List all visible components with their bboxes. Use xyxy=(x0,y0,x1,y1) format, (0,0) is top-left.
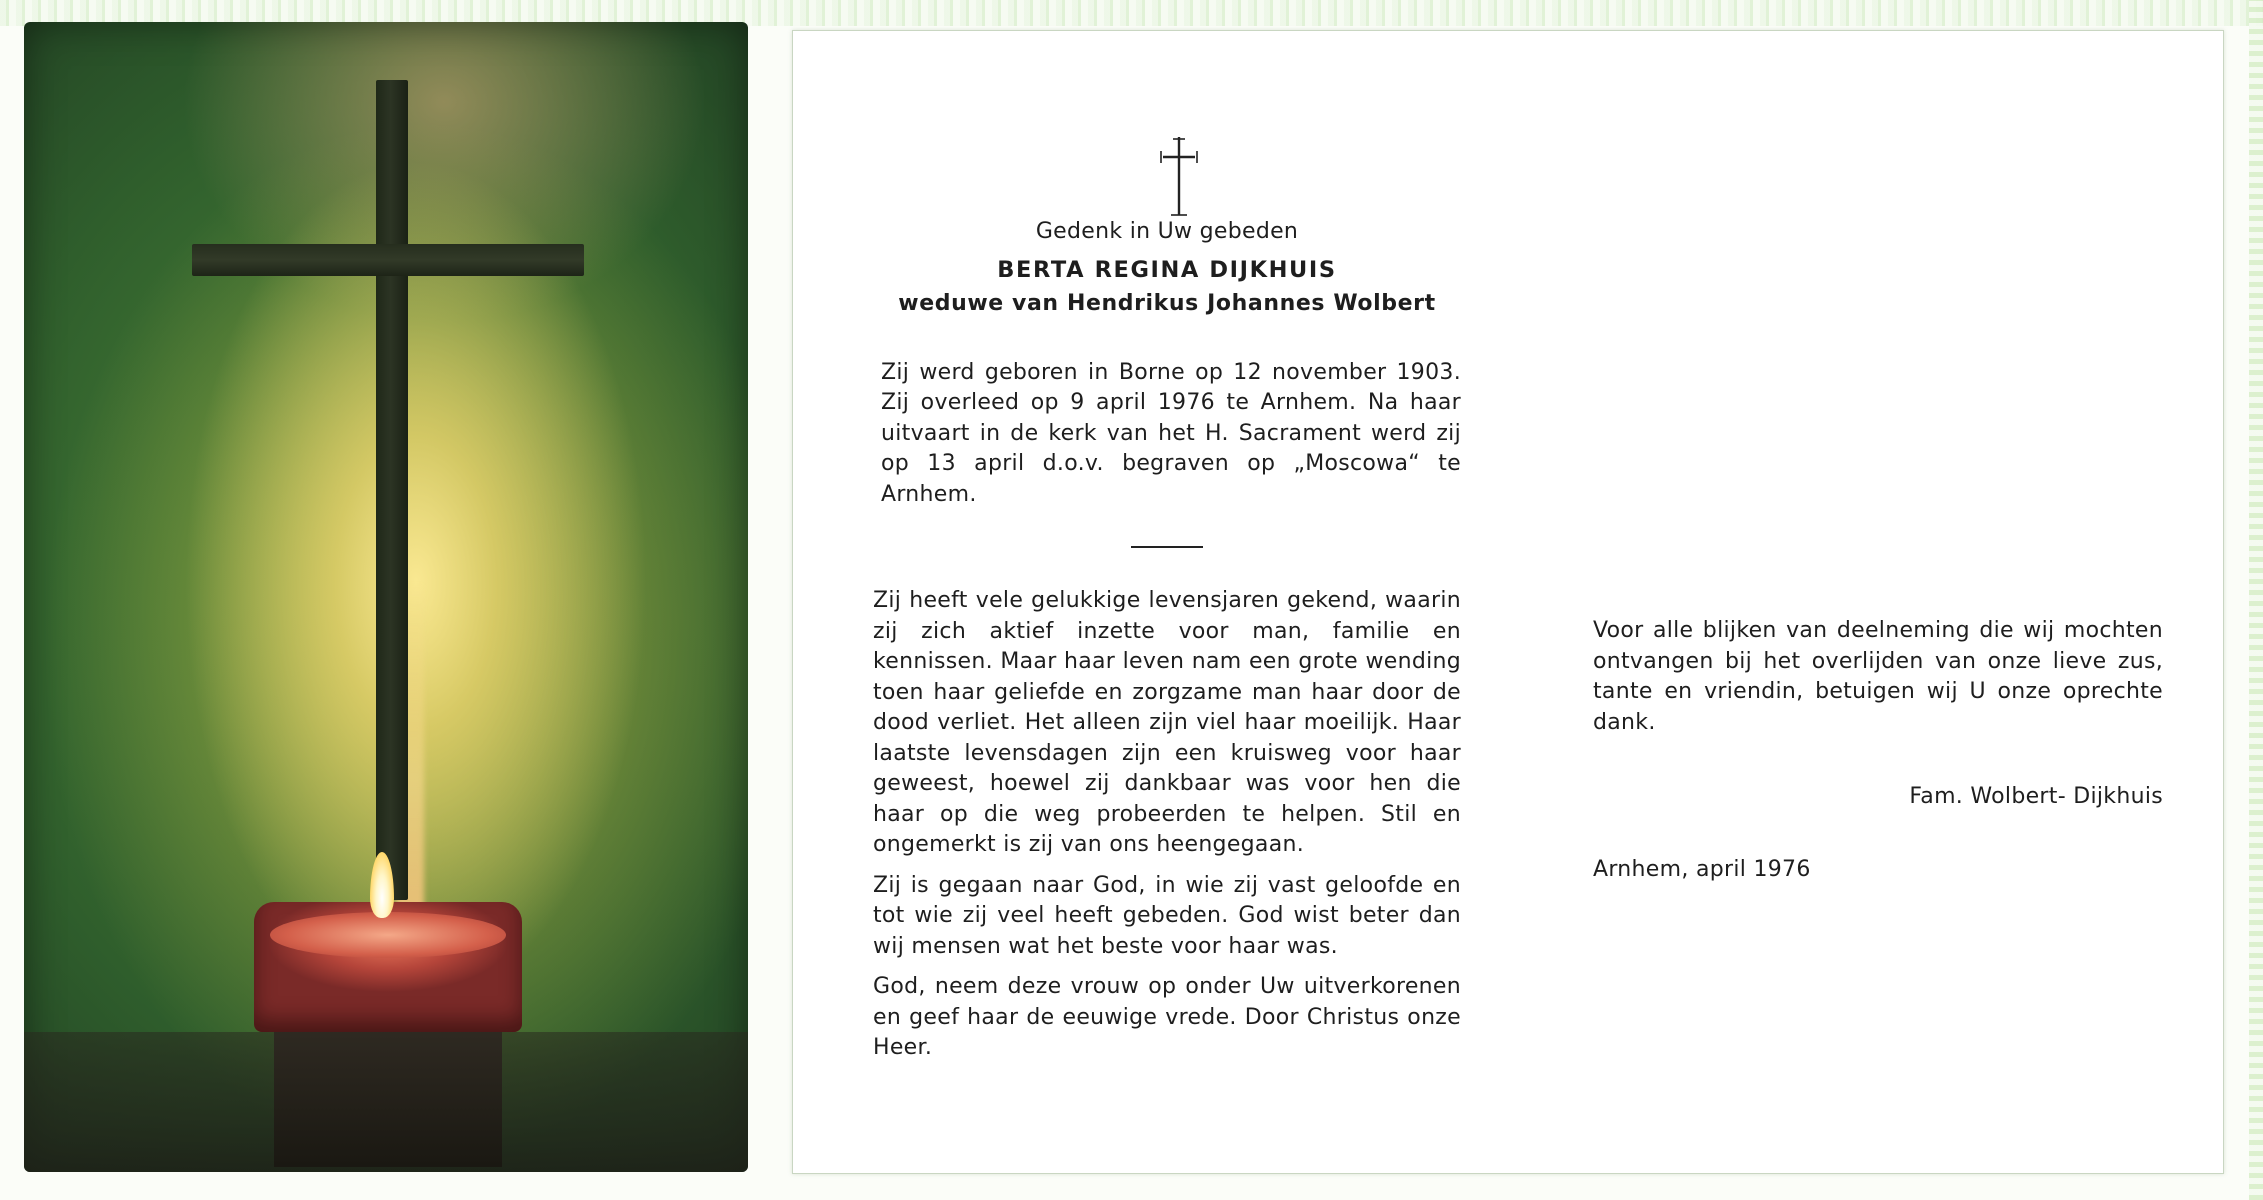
candle xyxy=(254,902,522,1032)
family-signature: Fam. Wolbert- Dijkhuis xyxy=(1909,784,2163,809)
scan-edge-right xyxy=(2249,0,2263,1200)
cross-candle-photo xyxy=(24,22,748,1172)
intro-line: Gedenk in Uw gebeden xyxy=(1035,219,1299,244)
memorial-card xyxy=(792,30,2224,1174)
candle-stand xyxy=(274,1027,502,1167)
deceased-name: BERTA REGINA DIJKHUIS xyxy=(997,256,1337,283)
prayer-paragraph: God, neem deze vrouw op onder Uw uitverkorenen en geef haar de eeuwige vrede. Door Christus onze Heer. xyxy=(873,974,1461,1060)
memorial-text-column xyxy=(873,217,1461,1064)
section-divider xyxy=(1131,546,1203,548)
thanks-paragraph: Voor alle blijken van deelneming die wij mochten ontvangen bij het overlijden van onze lieve zus, tante en vriendin, betuigen wij U onze oprechte dank. xyxy=(1593,618,2163,735)
place-date: Arnhem, april 1976 xyxy=(1593,856,1811,882)
birth-death-paragraph: Zij werd geboren in Borne op 12 november 1903. Zij overleed op 9 april 1976 te Arnhem. Na haar uitvaart in de kerk van het H. Sacrament werd zij op 13 april d.o.v. begraven op „Moscowa“ te Arnhem. xyxy=(881,359,1461,507)
cross-horizontal-beam xyxy=(192,244,584,276)
faith-paragraph: Zij is gegaan naar God, in wie zij vast geloofde en tot wie zij veel heeft gebeden. God wist beter dan wij mensen wat het beste voor haar was. xyxy=(873,872,1461,959)
thanks-column xyxy=(1593,616,2163,885)
widow-of-line: weduwe van Hendrikus Johannes Wolbert xyxy=(898,291,1436,316)
cross-icon xyxy=(1149,135,1209,219)
cross-vertical-beam xyxy=(376,80,408,900)
life-paragraph: Zij heeft vele gelukkige levensjaren gekend, waarin zij zich aktief inzette voor man, familie en kennissen. Maar haar leven nam een grote wending toen haar geliefde en zorgzame man haar door de dood verliet. Het alleen zijn viel haar moeilijk. Haar laatste levensdagen zijn een kruisweg voor haar geweest, hoewel zij dankbaar was voor hen die haar op die weg probeerden te helpen. Stil en ongemerkt is zij van ons heengegaan. xyxy=(873,588,1461,857)
candle-top xyxy=(270,912,506,958)
